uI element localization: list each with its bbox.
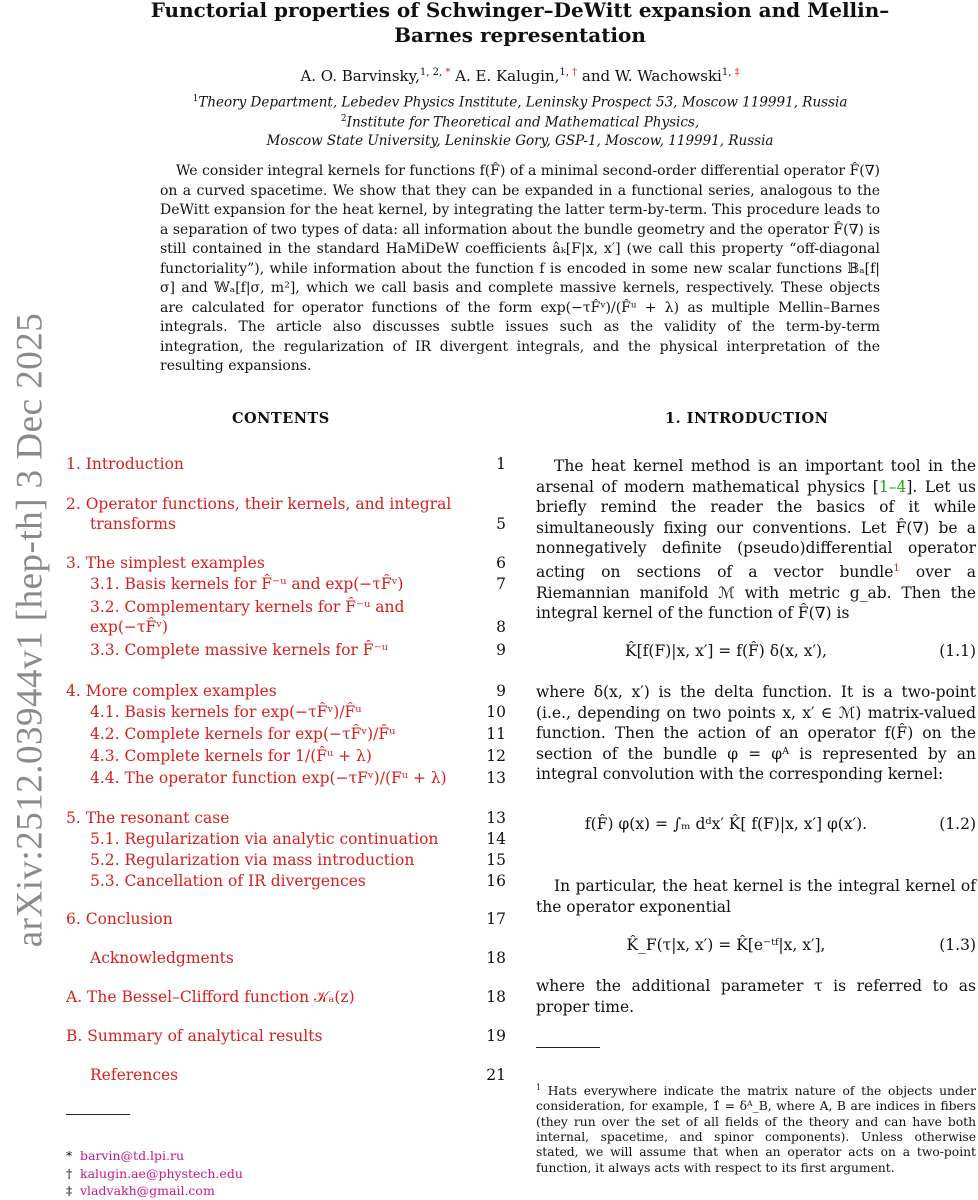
- author-3-affil: 1,: [721, 67, 735, 78]
- toc-page: 1: [496, 455, 506, 473]
- author-1: A. O. Barvinsky,: [300, 67, 420, 85]
- author-3: W. Wachowski: [614, 67, 722, 85]
- affiliation-1-num: 1: [192, 94, 199, 104]
- intro-paragraph-4: where the additional parameter τ is referred to as proper time.: [536, 977, 976, 1016]
- toc-label[interactable]: 3.2. Complementary kernels for F̂⁻ᵘ and: [90, 598, 405, 616]
- footnote-email-1: [66, 1148, 184, 1163]
- email-link[interactable]: barvin@td.lpi.ru: [80, 1148, 185, 1163]
- toc-label[interactable]: 1. Introduction: [66, 455, 184, 473]
- affiliation-1-text: Theory Department, Lebedev Physics Institute, Leninsky Prospect 53, Moscow 119991, Russia: [198, 94, 848, 111]
- footnote-1-text: Hats everywhere indicate the matrix nature of the objects under consideration, for example, 1̂ = δᴬ_B, where A, B are indices in fibers (they run over the set of all fields of the theory and can have both internal, spacetime, and spinor components). Unless otherwise stated, we will assume that when an operator acts on a two-point function, it always acts with respect to its first argument.: [536, 1084, 976, 1175]
- toc-page: 17: [486, 910, 506, 928]
- intro-paragraph-3: In particular, the heat kernel is the integral kernel of the operator exponential: [536, 877, 976, 916]
- intro-text: over a Riemannian manifold ℳ with metric g_ab. Then the integral kernel of the function of F̂(∇) is: [536, 563, 976, 623]
- arxiv-stamp: arXiv:2512.03944v1 [hep-th] 3 Dec 2025: [9, 312, 51, 948]
- intro-paragraph-1: [536, 456, 976, 624]
- toc-page: 14: [486, 830, 506, 848]
- toc-label[interactable]: 5.2. Regularization via mass introduction: [90, 851, 415, 869]
- toc-label[interactable]: 4. More complex examples: [66, 682, 277, 700]
- toc-label[interactable]: 2. Operator functions, their kernels, and integral: [66, 495, 452, 513]
- toc-label[interactable]: 3.1. Basis kernels for F̂⁻ᵘ and exp(−τF̂ᵛ): [90, 575, 404, 593]
- equation-number: (1.1): [939, 642, 976, 660]
- footnote-1-mark: 1: [536, 1083, 542, 1092]
- equation-body: K̂_F(τ|x, x′) = K̂[e⁻ᵗᶠ|x, x′],: [626, 936, 826, 954]
- citation-link[interactable]: 1–4: [878, 477, 907, 496]
- toc-page: 18: [486, 949, 506, 967]
- toc-label[interactable]: 4.1. Basis kernels for exp(−τF̂ᵛ)/F̂ᵘ: [90, 703, 362, 721]
- toc-label[interactable]: 5. The resonant case: [66, 809, 230, 827]
- equation-number: (1.2): [939, 815, 976, 833]
- toc-label[interactable]: 5.3. Cancellation of IR divergences: [90, 872, 366, 890]
- affiliation-2: [120, 114, 920, 131]
- equation-body: f(F̂) φ(x) = ∫ₘ dᵈx′ K̂[ f(F)|x, x′] φ(x′).: [584, 815, 868, 833]
- author-1-affil: 1, 2,: [419, 67, 446, 78]
- footnote-email-3: [66, 1183, 215, 1198]
- email-link[interactable]: vladvakh@gmail.com: [80, 1183, 215, 1198]
- author-2: A. E. Kalugin,: [455, 67, 560, 85]
- toc-page: 11: [486, 725, 506, 743]
- footnote-mark: *: [66, 1148, 73, 1163]
- toc-page: 9: [496, 641, 506, 659]
- paper-title: Functorial properties of Schwinger–DeWitt expansion and Mellin–Barnes representation: [150, 0, 890, 47]
- toc-page: 5: [496, 515, 506, 533]
- affiliation-2-line2: Moscow State University, Leninskie Gory, GSP-1, Moscow, 119991, Russia: [266, 133, 774, 149]
- toc-label-cont[interactable]: transforms: [90, 515, 176, 533]
- toc-page: 16: [486, 872, 506, 890]
- affiliation-1: [120, 94, 920, 111]
- footnote-mark: ‡: [66, 1183, 73, 1198]
- toc-page: 12: [486, 747, 506, 765]
- author-1-mark[interactable]: *: [445, 67, 451, 78]
- affiliation-2-line1: Institute for Theoretical and Mathematical Physics,: [346, 114, 700, 131]
- toc-label[interactable]: 3.3. Complete massive kernels for F̂⁻ᵘ: [90, 641, 388, 659]
- toc-label[interactable]: A. The Bessel–Clifford function 𝒦ₐ(z): [66, 988, 355, 1006]
- introduction-heading: 1. INTRODUCTION: [665, 410, 829, 427]
- author-3-mark[interactable]: ‡: [734, 67, 740, 78]
- footnote-1: [536, 1080, 976, 1176]
- author-2-mark[interactable]: †: [572, 67, 578, 78]
- toc-label[interactable]: Acknowledgments: [90, 949, 234, 967]
- intro-text: The heat kernel method is an important tool in the arsenal of modern mathematical physics [: [536, 457, 976, 496]
- toc-label[interactable]: 4.2. Complete kernels for exp(−τF̂ᵛ)/F̂ᵘ: [90, 725, 396, 743]
- toc-page: 13: [486, 769, 506, 787]
- toc-label[interactable]: References: [90, 1066, 179, 1084]
- toc-page: 21: [486, 1066, 506, 1084]
- equation-1-3: [536, 936, 976, 960]
- equation-1-1: [536, 642, 976, 666]
- footnote-ref-link[interactable]: 1: [893, 562, 900, 574]
- toc-page: 13: [486, 809, 506, 827]
- equation-1-2: [536, 815, 976, 839]
- footnote-rule-left: [66, 1114, 130, 1115]
- author-2-affil: 1,: [559, 67, 573, 78]
- toc-page: 9: [496, 682, 506, 700]
- equation-number: (1.3): [939, 936, 976, 954]
- toc-page: 10: [486, 703, 506, 721]
- equation-body: K̂[f(F)|x, x′] = f(F̂) δ(x, x′),: [625, 642, 827, 660]
- author-list: [120, 67, 920, 85]
- author-and: and: [581, 67, 611, 85]
- toc-page: 18: [486, 988, 506, 1006]
- toc-page: 15: [486, 851, 506, 869]
- toc-label[interactable]: 5.1. Regularization via analytic continuation: [90, 830, 439, 848]
- toc-label-cont[interactable]: exp(−τF̂ᵛ): [90, 618, 169, 636]
- intro-text: ]. Let us briefly remind the reader the basics of it while simultaneously fixing our conventions. Let F̂(∇) be a nonnegatively definite (pseudo)differential operator acting on sections of a vector bundle: [536, 477, 976, 582]
- toc-page: 19: [486, 1027, 506, 1045]
- toc-page: 6: [496, 554, 506, 572]
- toc-label[interactable]: B. Summary of analytical results: [66, 1027, 323, 1045]
- intro-paragraph-2: where δ(x, x′) is the delta function. It is a two-point (i.e., depending on two points x, x′ ∈ ℳ) matrix-valued function. Then the action of an operator f(F̂) on the section of the bundle φ = φᴬ is represented by an integral convolution with the corresponding kernel:: [536, 683, 976, 784]
- toc-page: 7: [496, 575, 506, 593]
- toc-page: 8: [496, 618, 506, 636]
- email-link[interactable]: kalugin.ae@phystech.edu: [80, 1166, 243, 1181]
- affiliation-2-num: 2: [340, 114, 347, 124]
- footnote-rule-right: [536, 1047, 600, 1048]
- toc-label[interactable]: 4.3. Complete kernels for 1/(F̂ᵘ + λ): [90, 747, 372, 765]
- contents-heading: CONTENTS: [232, 410, 330, 427]
- toc-label[interactable]: 3. The simplest examples: [66, 554, 265, 572]
- footnote-email-2: [66, 1166, 243, 1181]
- abstract: We consider integral kernels for functions f(F̂) of a minimal second-order differential operator F̂(∇) on a curved spacetime. We show that they can be expanded in a functional series, analogous to the DeWitt expansion for the heat kernel, by integrating the latter term-by-term. This procedure leads to a separation of two types of data: all information about the bundle geometry and the operator F̂(∇) is still contained in the standard HaMiDeW coefficients âₖ[F|x, x′] (we call this property “off-diagonal functoriality”), while information about the function f is encoded in some new scalar functions 𝔹ₐ[f|σ] and 𝕎ₐ[f|σ, m²], which we call basis and complete massive kernels, respectively. These objects are calculated for operator functions of the form exp(−τF̂ᵛ)/(F̂ᵘ + λ) as multiple Mellin–Barnes integrals. The article also discusses subtle issues such as the validity of the term-by-term integration, the regularization of IR divergent integrals, and the physical interpretation of the resulting expansions.: [160, 163, 880, 374]
- toc-label[interactable]: 4.4. The operator function exp(−τFᵛ)/(Fᵘ + λ): [90, 769, 447, 787]
- toc-label[interactable]: 6. Conclusion: [66, 910, 173, 928]
- footnote-mark: †: [66, 1166, 73, 1181]
